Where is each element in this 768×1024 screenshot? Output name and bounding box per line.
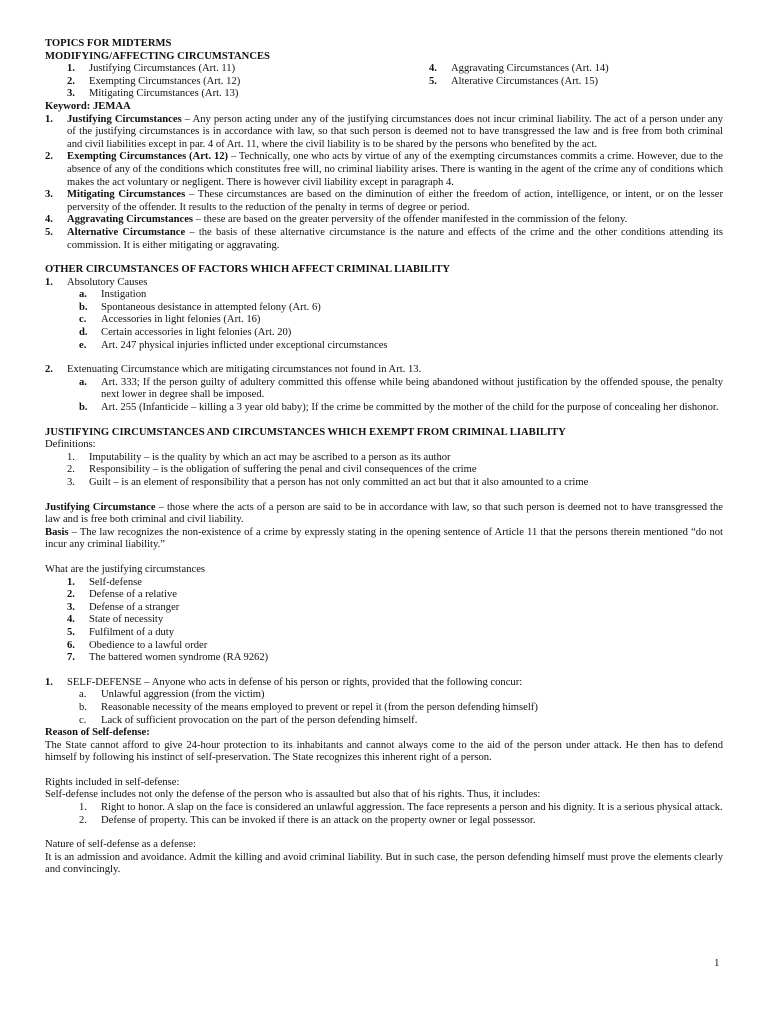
justifying-paragraph: Justifying Circumstance – those where the acts of a person are said to be in accordance with law, so that such person is deemed not to have transgressed the law and is free both criminal and civil liability. [45,501,723,526]
definitions-label: Definitions: [45,439,96,451]
sub-item: a. Instigation [79,289,147,301]
list-item: 7. The battered women syndrome (RA 9262) [67,652,269,664]
sub-item: c. Accessories in light felonies (Art. 16) [79,314,261,326]
topics-heading: TOPICS FOR MIDTERMS [45,38,172,49]
page-number: 1 [714,957,720,969]
sub-item: d. Certain accessories in light felonies (Art. 20) [79,327,292,339]
list-item: 3. Defense of a stranger [67,601,180,613]
justifying-circumstances-list [45,577,723,665]
list-item: 5. Alterative Circumstances (Art. 15) [429,75,599,87]
list-item: 4. Aggravating Circumstances (Art. 14) [429,63,609,75]
sub-item: a. Art. 333; If the person guilty of adultery committed this offense while being abandoned without justification by the offended spouse, the penalty next lower in degree shall be imposed. [79,376,723,401]
sub-item: 2. Defense of property. This can be invoked if there is an attack on the property owner or legal possessor. [79,814,536,826]
justifying-heading: JUSTIFYING CIRCUMSTANCES AND CIRCUMSTANCES WHICH EXEMPT FROM CRIMINAL LIABILITY [45,426,566,438]
sub-item: a. Unlawful aggression (from the victim) [79,689,265,701]
sub-item: c. Lack of sufficient provocation on the part of the person defending himself. [79,714,418,726]
rights-intro: Self-defense includes not only the defense of the person who is assaulted but also that of his rights. Thus, it includes: [45,789,541,801]
sub-item: 1. Right to honor. A slap on the face is considered an unlawful aggression. The face represents a person and his dignity. It is a serious physical attack. [79,802,723,814]
list-item: 2. Exempting Circumstances (Art. 12) [67,75,241,87]
sub-item: b. Art. 255 (Infanticide – killing a 3 year old baby); If the crime be committed by the mother of the child for the purpose of concealing her dishonor. [79,402,719,414]
rights-heading: Rights included in self-defense: [45,776,180,788]
list-item: 3. Mitigating Circumstances (Art. 13) [67,88,239,100]
list-item: 4. State of necessity [67,614,164,626]
sub-item: e. Art. 247 physical injuries inflicted under exceptional circumstances [79,339,388,351]
list-item: 1. Justifying Circumstances (Art. 11) [67,63,236,75]
definitions-numbered-list [45,452,723,490]
list-item: 1. Imputability – is the quality by which an act may be ascribed to a person as its author [67,451,451,463]
other-circumstances-heading: OTHER CIRCUMSTANCES OF FACTORS WHICH AFFECT CRIMINAL LIABILITY [45,264,451,276]
reason-paragraph: The State cannot afford to give 24-hour protection to its inhabitants and cannot always come to the aid of the person under attack. He then has to defend himself by following his instinct of self-preservation. The State recognizes this inherent right of a person. [45,739,723,764]
list-item: 2. Exempting Circumstances (Art. 12) – Technically, one who acts by virtue of any of the exempting circumstances commits a crime. However, due to the absence of any of the conditions which constitutes free will, no criminal liability arises. There is wanting in the agent of the crime any of conditions which makes the act voluntary or negligent. There is however civil liability except in paragraph 4. [45,151,724,188]
list-item: 1. Self-defense [67,576,142,588]
list-item: 2. Defense of a relative [67,589,177,601]
list-item: 2. Extenuating Circumstance which are mitigating circumstances not found in Art. 13. [45,364,422,376]
sub-item: b. Spontaneous desistance in attempted felony (Art. 6) [79,301,321,313]
list-item: 1. Justifying Circumstances – Any person acting under any of the justifying circumstances does not incur criminal liability. The act of a person under any of the justifying circumstances is in accordance with law, so that such person is deemed not to have transgressed the law and is free from both criminal and civil liabilities except in par. 4 of Art. 11, where the civil liability is to be shared by the persons who benefited by the act. [45,113,723,150]
list-item: 5. Fulfilment of a duty [67,626,175,638]
document-page [45,38,723,877]
reason-heading: Reason of Self-defense: [45,727,150,739]
list-item: 3. Mitigating Circumstances – These circumstances are based on the diminution of either the freedom of action, intelligence, or intent, or on the lesser perversity of the offender. It results to the reduction of the penalty in terms of degree or period. [45,189,723,213]
nature-paragraph: It is an admission and avoidance. Admit the killing and avoid criminal liability. But in such case, the person defending himself must prove the elements clearly and convincingly. [45,851,723,876]
nature-heading: Nature of self-defense as a defense: [45,839,196,851]
list-item: 4. Aggravating Circumstances – these are based on the greater perversity of the offender manifested in the commission of the felony. [45,214,628,226]
definitions-list [45,114,723,253]
list-item: 1. SELF-DEFENSE – Anyone who acts in defense of his person or rights, provided that the following concur: [45,676,523,688]
modifying-heading: MODIFYING/AFFECTING CIRCUMSTANCES [45,50,270,62]
modifying-list [45,63,723,101]
basis-paragraph: Basis – The law recognizes the non-existence of a crime by expressly stating in the opening sentence of Article 11 that the persons therein mentioned “do not incur any criminal liability.” [45,526,723,551]
keyword: Keyword: JEMAA [45,100,131,112]
list-item: 1. Absolutory Causes [45,276,148,288]
what-are-label: What are the justifying circumstances [45,563,206,575]
list-item: 5. Alternative Circumstance – the basis of these alternative circumstance is the nature and effects of the crime and the other conditions attending its commission. It is either mitigating or aggravating. [45,226,723,251]
list-item: 2. Responsibility – is the obligation of suffering the penal and civil consequences of the crime [67,464,477,476]
sub-item: b. Reasonable necessity of the means employed to prevent or repel it (from the person defending himself) [79,701,538,713]
list-item: 6. Obedience to a lawful order [67,639,208,651]
list-item: 3. Guilt – is an element of responsibility that a person has not only committed an act but that it also amounted to a crime [67,477,589,488]
